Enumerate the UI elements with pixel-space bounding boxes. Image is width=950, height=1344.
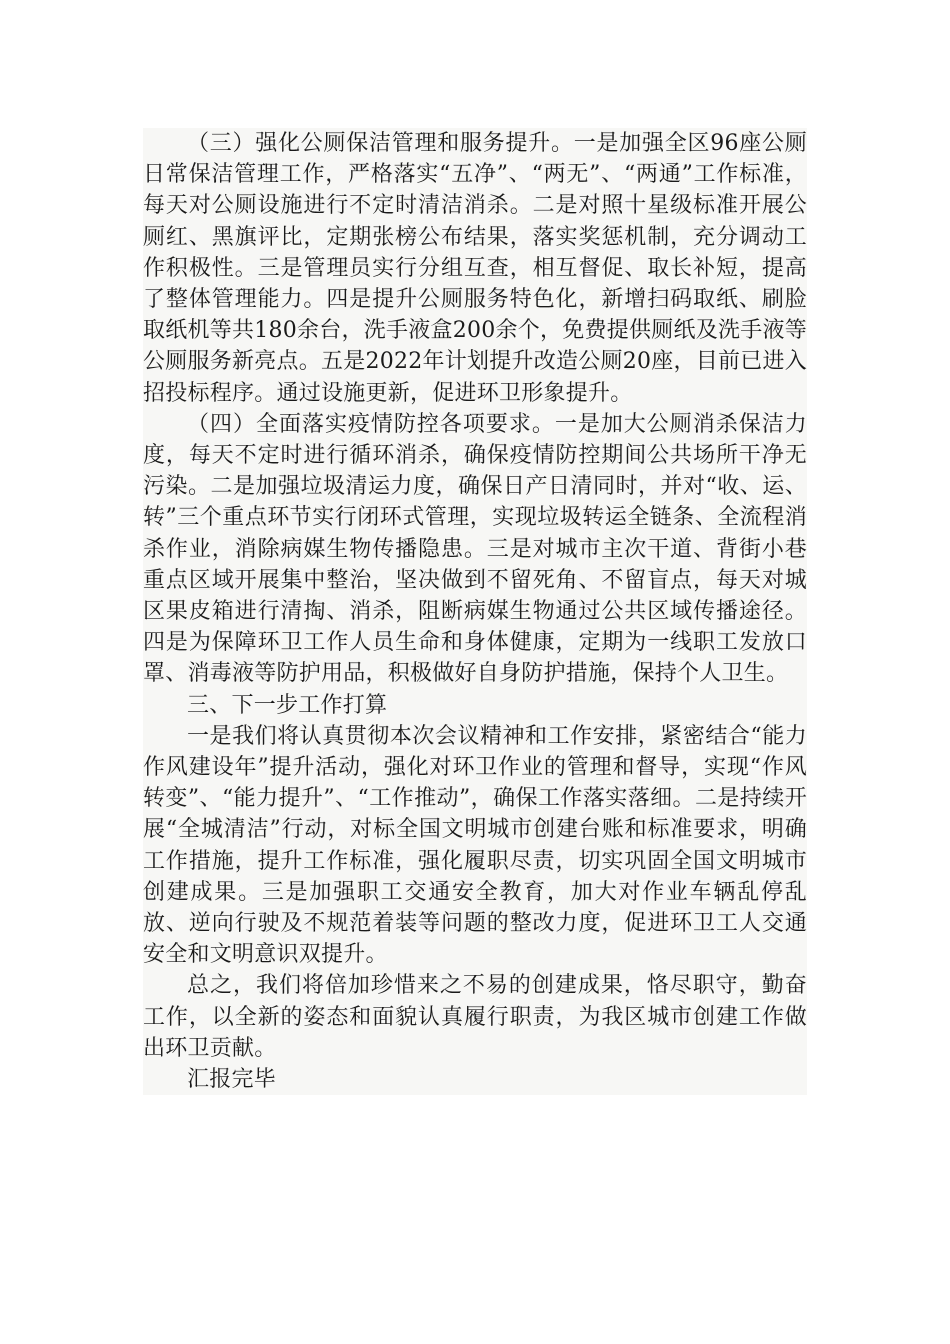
paragraph-public-toilet-management: （三）强化公厕保洁管理和服务提升。一是加强全区96座公厕日常保洁管理工作，严格落实“五净”、“两无”、“两通”工作标准，每天对公厕设施进行不定时清洁消杀。二是对照十星级标准开展公厕红、黑旗评比，定期张榜公布结果，落实奖惩机制，充分调动工作积极性。三是管理员实行分组互查，相互督促、取长补短，提高了整体管理能力。四是提升公厕服务特色化，新增扫码取纸、刷脸取纸机等共180余台，洗手液盒200余个，免费提供厕纸及洗手液等公厕服务新亮点。五是2022年计划提升改造公厕20座，目前已进入招投标程序。通过设施更新，促进环卫形象提升。 (143, 131, 808, 406)
section-heading-next-steps: 三、下一步工作打算 (187, 692, 388, 718)
paragraph-next-steps: 一是我们将认真贯彻本次会议精神和工作安排，紧密结合“能力作风建设年”提升活动，强化对环卫作业的管理和督导，实现“作风转变”、“能力提升”、“工作推动”，确保工作落实落细。二是持续开展“全城清洁”行动，对标全国文明城市创建台账和标准要求，明确工作措施，提升工作标准，强化履职尽责，切实巩固全国文明城市创建成果。三是加强职工交通安全教育，加大对作业车辆乱停乱放、逆向行驶及不规范着装等问题的整改力度，促进环卫工人交通安全和文明意识双提升。 (143, 723, 807, 968)
paragraph-conclusion: 总之，我们将倍加珍惜来之不易的创建成果，恪尽职守，勤奋工作，以全新的姿态和面貌认真履行职责，为我区城市创建工作做出环卫贡献。 (143, 973, 807, 1061)
paragraph-epidemic-prevention: （四）全面落实疫情防控各项要求。一是加大公厕消杀保洁力度，每天不定时进行循环消杀，确保疫情防控期间公共场所干净无污染。二是加强垃圾清运力度，确保日产日清同时，并对“收、运、转”三个重点环节实行闭环式管理，实现垃圾转运全链条、全流程消杀作业，消除病媒生物传播隐患。三是对城市主次干道、背街小巷重点区域开展集中整治，坚决做到不留死角、不留盲点，每天对城区果皮箱进行清掏、消杀，阻断病媒生物通过公共区域传播途径。四是为保障环卫工作人员生命和身体健康，定期为一线职工发放口罩、消毒液等防护用品，积极做好自身防护措施，保持个人卫生。 (143, 411, 807, 687)
paragraph-closing-remark: 汇报完毕 (187, 1067, 277, 1093)
document-body (143, 128, 807, 1095)
